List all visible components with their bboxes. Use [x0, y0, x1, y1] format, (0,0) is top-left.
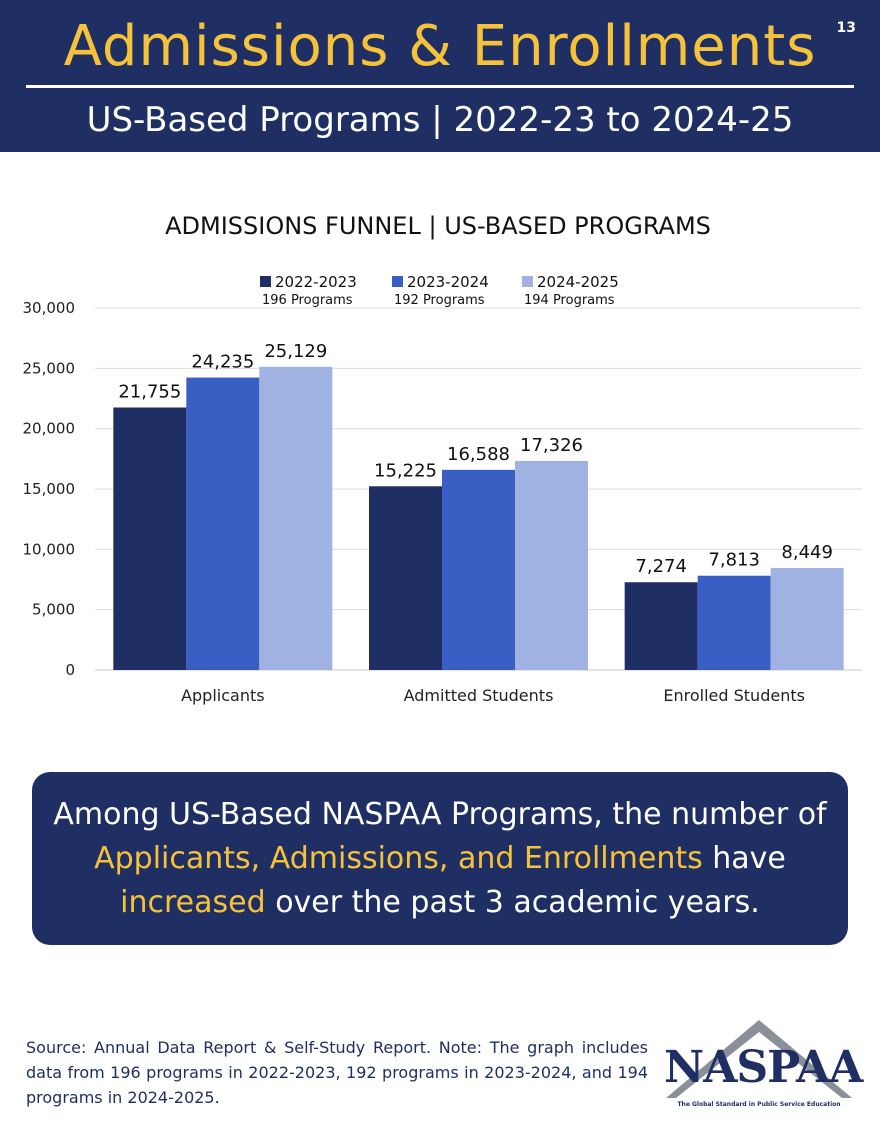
callout-highlight-metrics: Applicants, Admissions, and Enrollments: [94, 840, 703, 876]
callout-text: [52, 793, 828, 925]
page-subtitle: US-Based Programs | 2022-23 to 2024-25: [86, 100, 794, 140]
data-label: 17,326: [520, 434, 583, 456]
bar: [515, 461, 588, 670]
y-tick-label: 5,000: [32, 600, 75, 619]
callout-highlight-increased: increased: [120, 884, 266, 920]
bar: [698, 576, 771, 670]
y-tick-label: 0: [65, 661, 75, 679]
legend-label: 2023-2024: [407, 273, 489, 291]
callout-part-1: Among US-Based NASPAA Programs, the number of: [53, 796, 827, 832]
y-tick-label: 25,000: [22, 359, 75, 378]
naspaa-logo: [664, 1018, 863, 1118]
y-tick-label: 15,000: [22, 480, 75, 498]
chart-bars: [113, 367, 843, 670]
callout-part-2: have: [702, 840, 786, 876]
bar: [259, 367, 332, 670]
bar: [442, 470, 515, 670]
data-label: 21,755: [118, 381, 182, 403]
data-label: 8,449: [781, 542, 833, 564]
legend-swatch: [522, 276, 533, 287]
bar: [625, 582, 698, 670]
data-label: 7,813: [708, 549, 760, 571]
legend-swatch: [260, 276, 271, 287]
legend-label: 2022-2023: [275, 273, 357, 291]
data-label: 25,129: [264, 340, 328, 362]
page-title: Admissions & Enrollments: [63, 14, 817, 79]
bar: [186, 378, 259, 670]
legend-note: 194 Programs: [524, 293, 615, 308]
x-tick-label: Admitted Students: [403, 686, 554, 705]
y-axis: [23, 299, 76, 679]
y-tick-label: 10,000: [22, 540, 75, 559]
data-label: 15,225: [374, 460, 437, 482]
page-number: 13: [836, 20, 856, 36]
bar: [113, 407, 186, 670]
legend-note: 192 Programs: [394, 293, 485, 308]
logo-tagline: The Global Standard in Public Service Education: [677, 1101, 841, 1108]
chart-legend: [260, 273, 619, 308]
data-label: 16,588: [447, 443, 510, 465]
admissions-bar-chart: [0, 190, 880, 720]
legend-label: 2024-2025: [537, 273, 619, 291]
data-label: 24,235: [191, 351, 255, 373]
y-tick-label: 20,000: [22, 419, 75, 438]
key-finding-callout: [32, 772, 848, 945]
x-axis: [181, 686, 805, 705]
callout-part-3: over the past 3 academic years.: [265, 884, 760, 920]
legend-note: 196 Programs: [262, 293, 353, 308]
data-label: 7,274: [635, 556, 687, 578]
chart-title: ADMISSIONS FUNNEL | US-BASED PROGRAMS: [165, 212, 711, 240]
x-tick-label: Enrolled Students: [663, 686, 805, 705]
legend-swatch: [392, 276, 403, 287]
y-tick-label: 30,000: [22, 299, 75, 317]
bar: [369, 486, 442, 670]
page-header: [0, 0, 880, 152]
bar: [771, 568, 844, 670]
source-note: Source: Annual Data Report & Self-Study Report. Note: The graph includes data from 196 programs in 2022-2023, 192 programs in 2023-2024, and 194 programs in 2024-2025.: [26, 1038, 648, 1107]
x-tick-label: Applicants: [181, 686, 265, 705]
logo-wordmark: NASPAA: [664, 1042, 863, 1093]
header-divider: [26, 85, 854, 88]
